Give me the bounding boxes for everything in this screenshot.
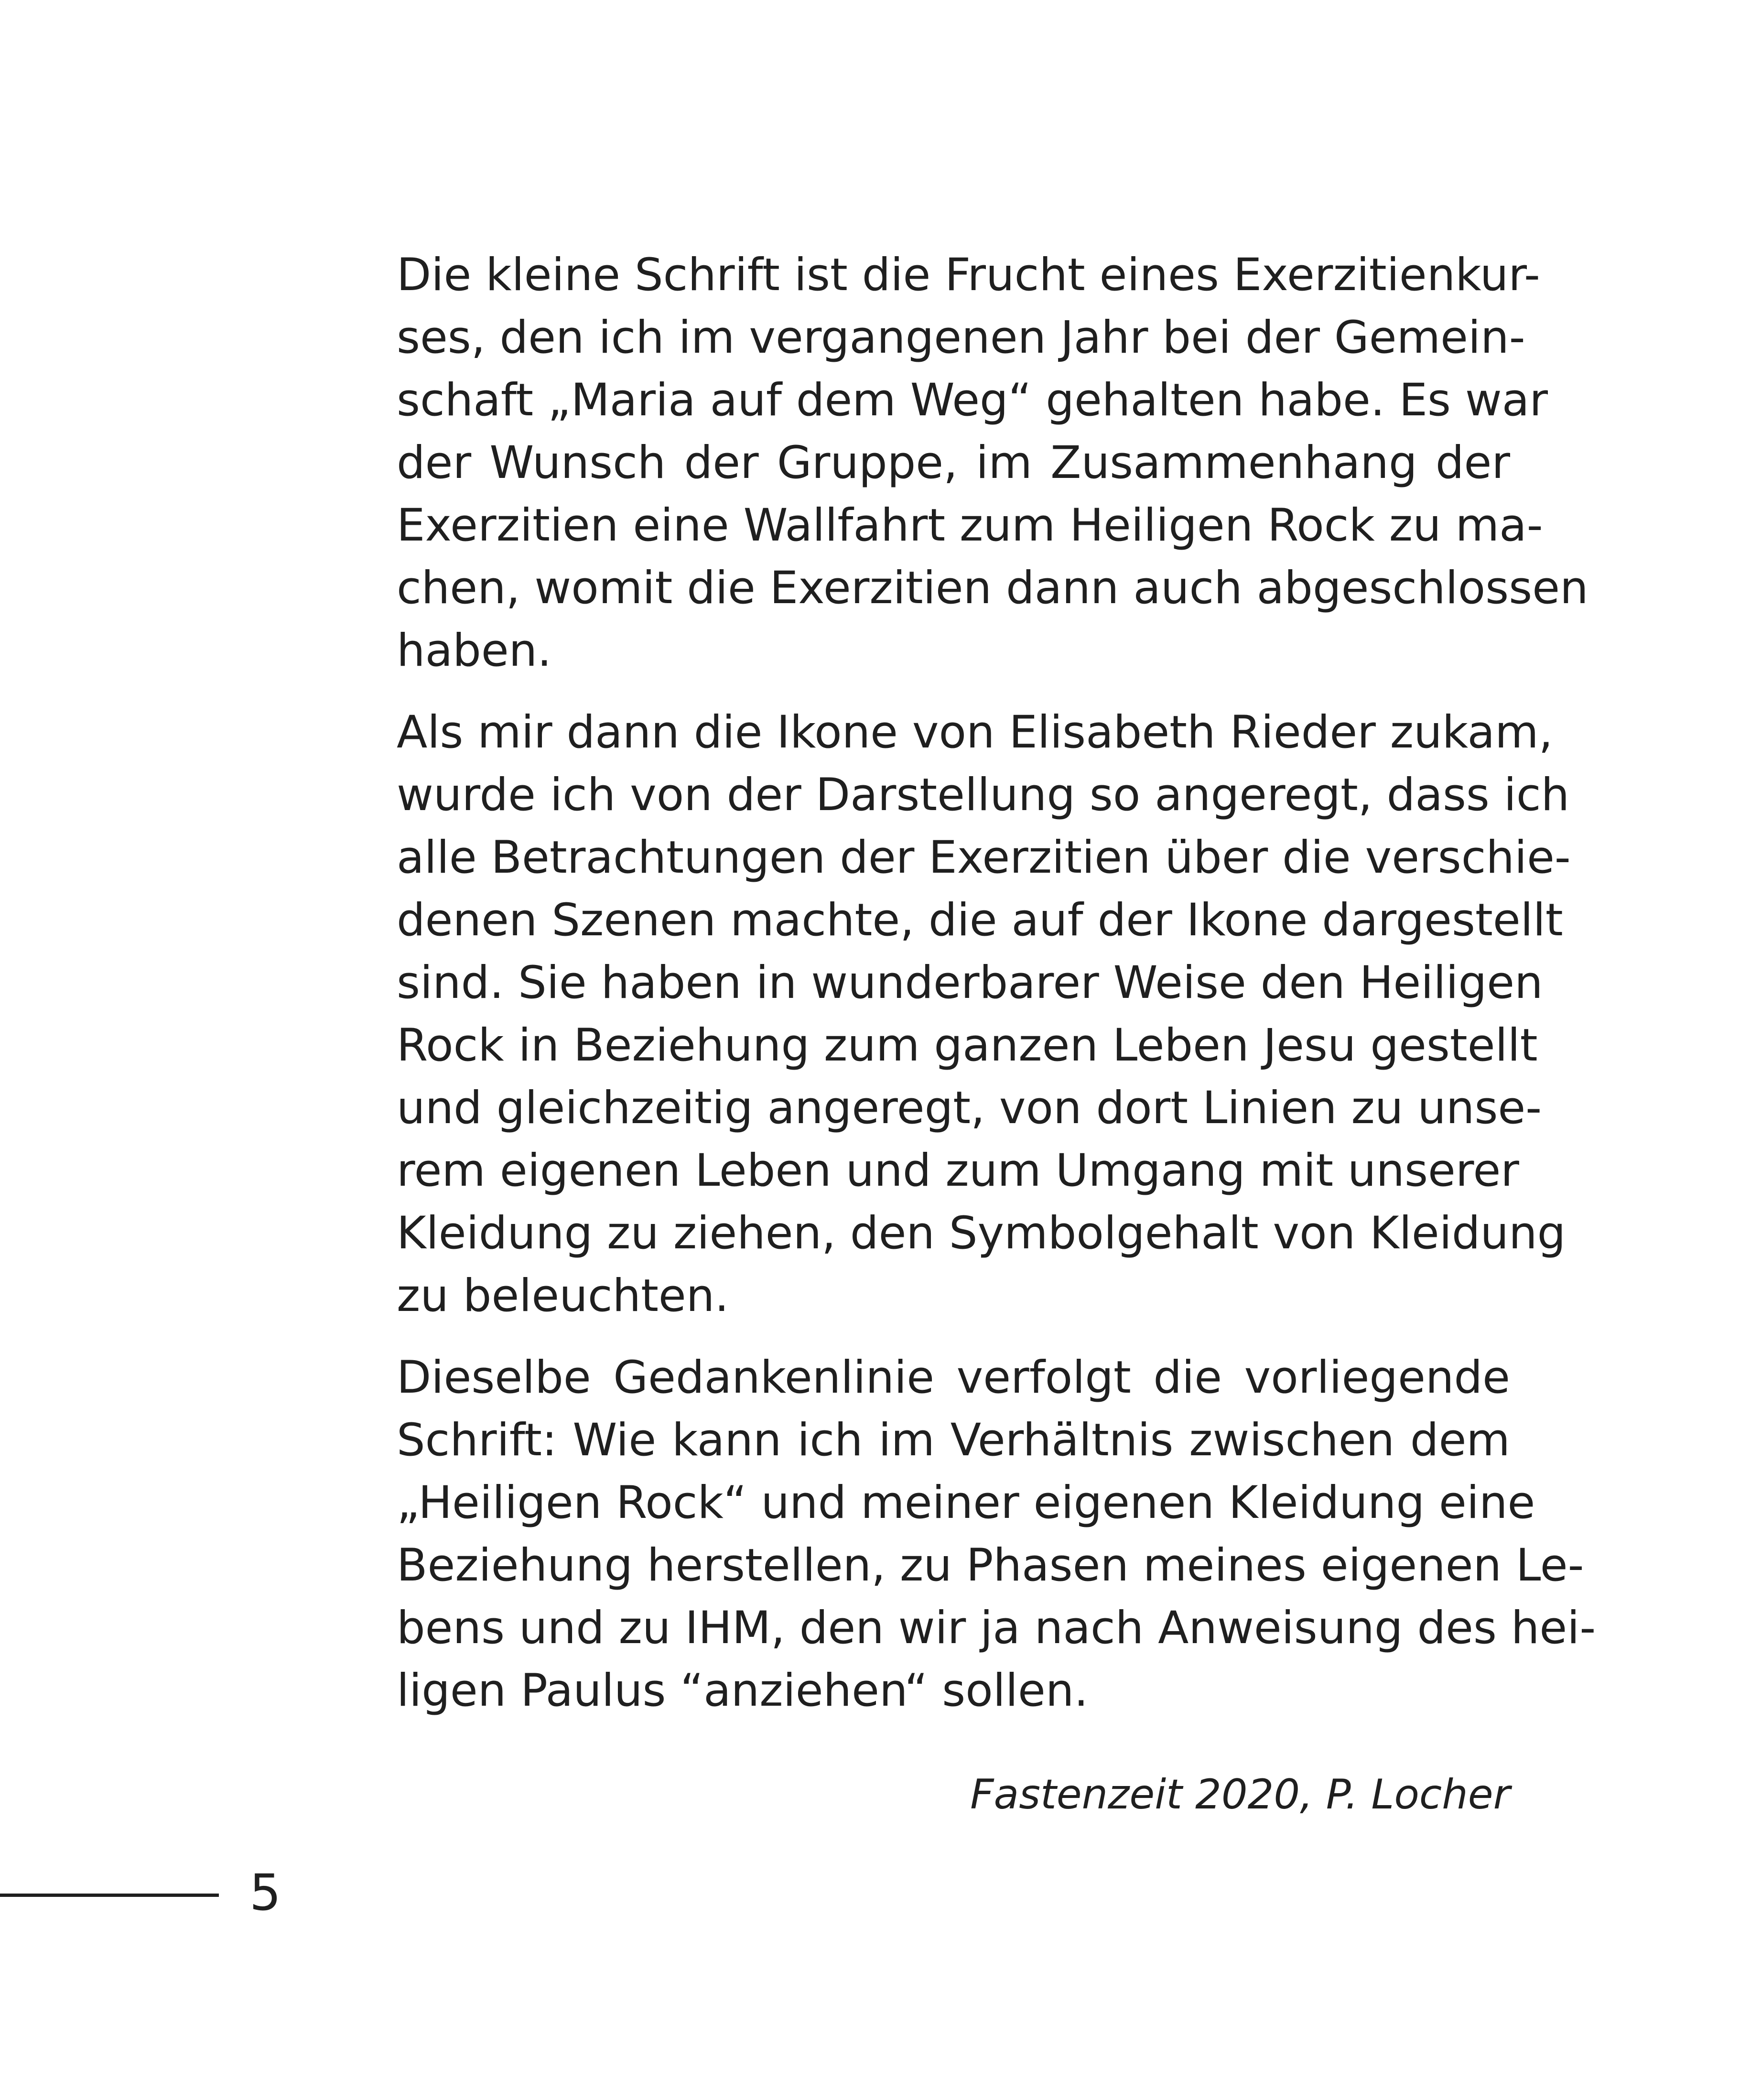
paragraph-2	[397, 701, 1571, 1327]
text-line: Schrift: Wie kann ich im Verhältnis zwischen dem	[397, 1414, 1510, 1466]
text-line: rem eigenen Leben und zum Umgang mit unserer	[397, 1145, 1519, 1197]
text-line: zu beleuchten.	[397, 1270, 729, 1322]
text-line: chen, womit die Exerzitien dann auch abgeschlossen	[397, 562, 1588, 614]
text-line: und gleichzeitig angeregt, von dort Linien zu unse-	[397, 1082, 1542, 1134]
text-line: denen Szenen machte, die auf der Ikone dargestellt	[397, 894, 1563, 946]
text-line: ligen Paulus “anziehen“ sollen.	[397, 1665, 1089, 1717]
body-text	[397, 244, 1596, 1741]
text-line: sind. Sie haben in wunderbarer Weise den Heiligen	[397, 957, 1543, 1009]
paragraph-3	[397, 1346, 1596, 1722]
text-line: Dieselbe Gedankenlinie verfolgt die vorliegende	[397, 1352, 1510, 1404]
text-line: schaft „Maria auf dem Weg“ gehalten habe. Es war	[397, 374, 1548, 426]
text-line: Als mir dann die Ikone von Elisabeth Rieder zukam,	[397, 706, 1553, 758]
text-line: bens und zu IHM, den wir ja nach Anweisung des hei-	[397, 1602, 1596, 1654]
text-line: der Wunsch der Gruppe, im Zusammenhang der	[397, 437, 1510, 489]
text-line: haben.	[397, 625, 552, 677]
page-number: 5	[249, 1863, 281, 1922]
text-line: Die kleine Schrift ist die Frucht eines Exerzitienkur-	[397, 249, 1540, 301]
paragraph-1	[397, 244, 1588, 682]
text-line: alle Betrachtungen der Exerzitien über die verschie-	[397, 832, 1571, 884]
text-line: Rock in Beziehung zum ganzen Leben Jesu gestellt	[397, 1019, 1538, 1072]
text-line: Kleidung zu ziehen, den Symbolgehalt von Kleidung	[397, 1207, 1566, 1259]
signature: Fastenzeit 2020, P. Locher	[970, 1771, 1510, 1819]
text-line: Beziehung herstellen, zu Phasen meines eigenen Le-	[397, 1539, 1584, 1591]
text-line: Exerzitien eine Wallfahrt zum Heiligen Rock zu ma-	[397, 499, 1543, 552]
text-line: wurde ich von der Darstellung so angeregt, dass ich	[397, 769, 1570, 821]
footer-rule	[0, 1894, 219, 1897]
text-line: „Heiligen Rock“ und meiner eigenen Kleidung eine	[397, 1477, 1535, 1529]
text-line: ses, den ich im vergangenen Jahr bei der Gemein-	[397, 312, 1525, 364]
